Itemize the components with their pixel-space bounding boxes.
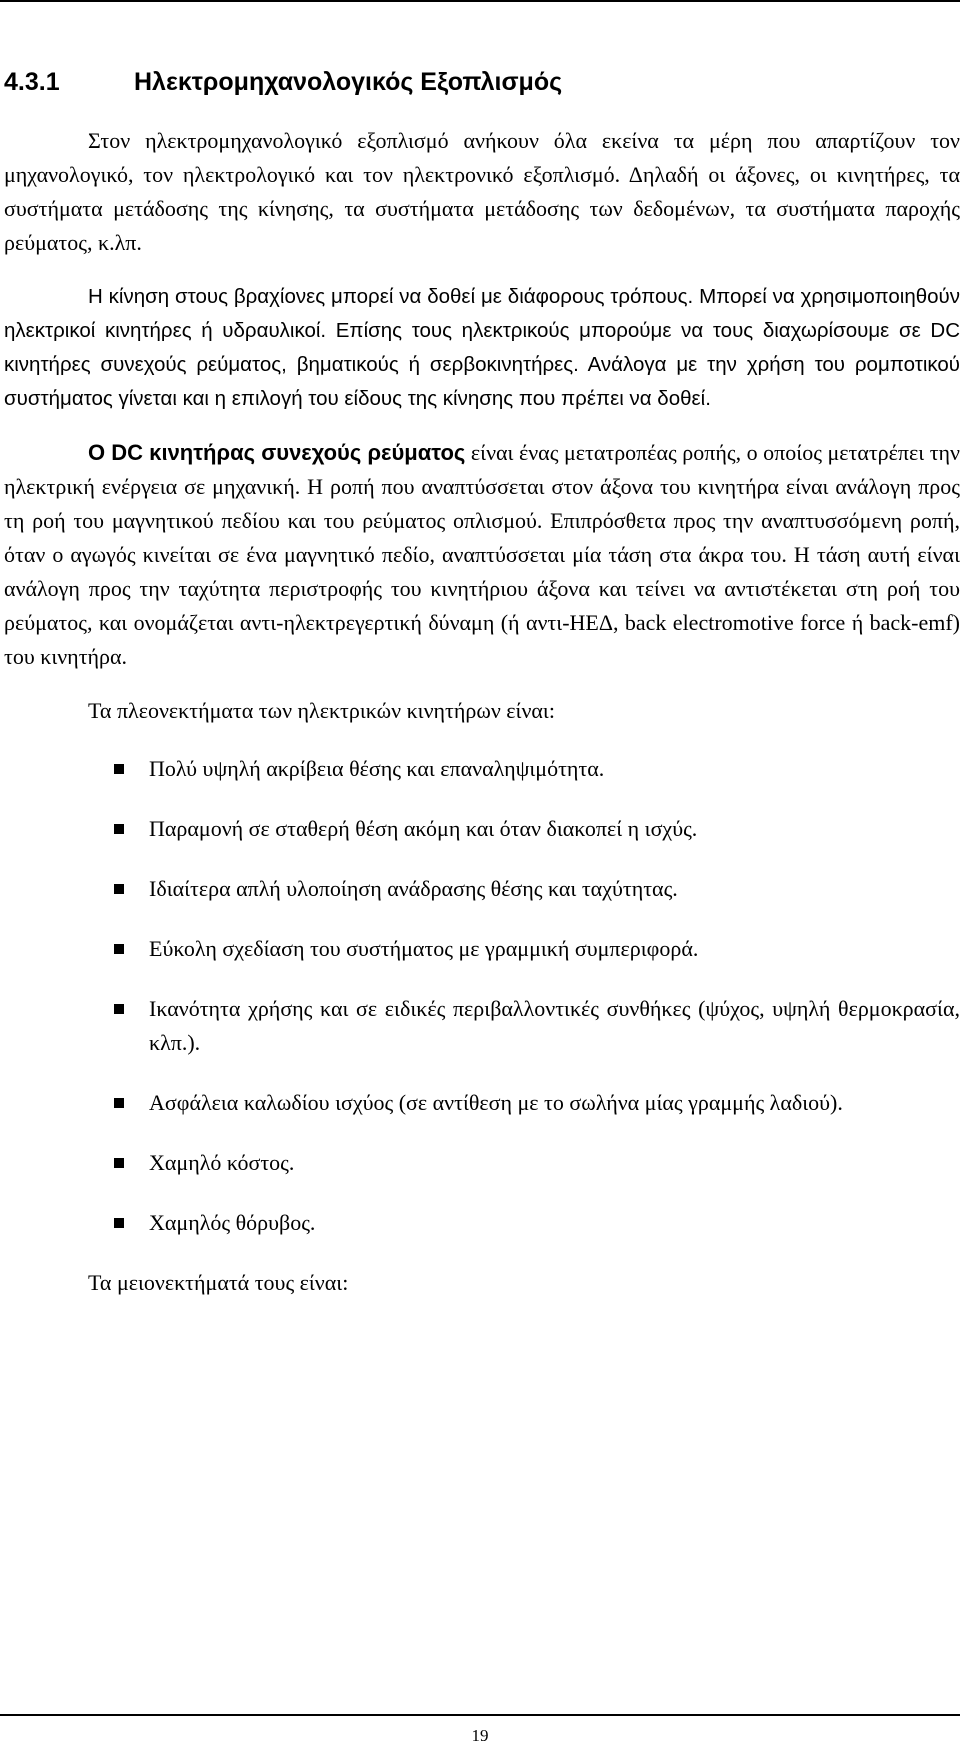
list-item-text: Παραμονή σε σταθερή θέση ακόμη και όταν διακοπεί η ισχύς. [149, 816, 698, 841]
list-item-text: Χαμηλό κόστος. [149, 1150, 295, 1175]
list-item [4, 1206, 960, 1240]
square-bullet-icon [114, 1004, 124, 1014]
square-bullet-icon [114, 824, 124, 834]
top-rule [0, 0, 960, 2]
list-item [4, 812, 960, 846]
paragraph-motion: Η κίνηση στους βραχίονες μπορεί να δοθεί με διάφορους τρόπους. Μπορεί να χρησιμοποιηθούν ηλεκτρικοί κινητήρες ή υδραυλικοί. Επίσης τους ηλεκτρικούς μπορούμε να τους διαχωρίσουμε σε DC κινητήρες συνεχούς ρεύματος, βηματικούς ή σερβοκινητήρες. Ανάλογα με την χρήση του ρομποτικού συστήματος γίνεται και η επιλογή του είδους της κίνησης που πρέπει να δοθεί. [4, 285, 960, 410]
document-body [4, 66, 960, 1320]
advantages-list [4, 752, 960, 1240]
list-item [4, 1146, 960, 1180]
paragraph-dc-motor [4, 436, 960, 674]
list-item [4, 752, 960, 786]
list-item [4, 1086, 960, 1120]
list-item-text: Ασφάλεια καλωδίου ισχύος (σε αντίθεση με το σωλήνα μίας γραμμής λαδιού). [149, 1090, 843, 1115]
list-item-text: Ικανότητα χρήσης και σε ειδικές περιβαλλοντικές συνθήκες (ψύχος, υψηλή θερμοκρασία, κλπ.). [149, 996, 960, 1055]
page-number: 19 [471, 1726, 489, 1745]
square-bullet-icon [114, 1098, 124, 1108]
list-item-text: Εύκολη σχεδίαση του συστήματος με γραμμική συμπεριφορά. [149, 936, 699, 961]
bottom-rule [0, 1714, 960, 1716]
list-item-text: Ιδιαίτερα απλή υλοποίηση ανάδρασης θέσης και ταχύτητας. [149, 876, 678, 901]
square-bullet-icon [114, 764, 124, 774]
section-number: 4.3.1 [4, 68, 60, 96]
disadvantages-intro: Τα μειονεκτήματά τους είναι: [88, 1270, 349, 1295]
list-item [4, 872, 960, 906]
dc-motor-term: Ο DC κινητήρας συνεχούς ρεύματος [88, 440, 466, 465]
advantages-intro: Τα πλεονεκτήματα των ηλεκτρικών κινητήρων είναι: [88, 698, 555, 723]
list-item [4, 932, 960, 966]
paragraph-intro: Στον ηλεκτρομηχανολογικό εξοπλισμό ανήκουν όλα εκείνα τα μέρη που απαρτίζουν τον μηχανολογικό, τον ηλεκτρολογικό και τον ηλεκτρονικό εξοπλισμό. Δηλαδή οι άξονες, οι κινητήρες, τα συστήματα μετάδοσης της κίνησης, τα συστήματα μετάδοσης των δεδομένων, τα συστήματα παροχής ρεύματος, κ.λπ. [4, 128, 960, 255]
section-title: Ηλεκτρομηχανολογικός Εξοπλισμός [134, 68, 563, 96]
list-item-text: Πολύ υψηλή ακρίβεια θέσης και επαναληψιμότητα. [149, 756, 605, 781]
list-item [4, 992, 960, 1060]
list-item-text: Χαμηλός θόρυβος. [149, 1210, 316, 1235]
dc-motor-description: είναι ένας μετατροπέας ροπής, ο οποίος μετατρέπει την ηλεκτρική ενέργεια σε μηχανική. Η ροπή που αναπτύσσεται στον άξονα του κινητήρα είναι ανάλογη προς τη ροή του μαγνητικού πεδίου και του ρεύματος οπλισμού. Επιπρόσθετα προς την αναπτυσσόμενη ροπή, όταν ο αγωγός κινείται σε ένα μαγνητικό πεδίο, αναπτύσσεται μία τάση στα άκρα του. Η τάση αυτή είναι ανάλογη προς την ταχύτητα περιστροφής του κινητήριου άξονα και τείνει να αντιστέκεται στη ροή του ρεύματος, και ονομάζεται αντι-ηλεκτρεγερτική δύναμη (ή αντι-ΗΕΔ, back electromotive force ή back-emf) του κινητήρα. [4, 440, 960, 669]
square-bullet-icon [114, 884, 124, 894]
section-heading [4, 66, 960, 98]
square-bullet-icon [114, 944, 124, 954]
square-bullet-icon [114, 1158, 124, 1168]
square-bullet-icon [114, 1218, 124, 1228]
